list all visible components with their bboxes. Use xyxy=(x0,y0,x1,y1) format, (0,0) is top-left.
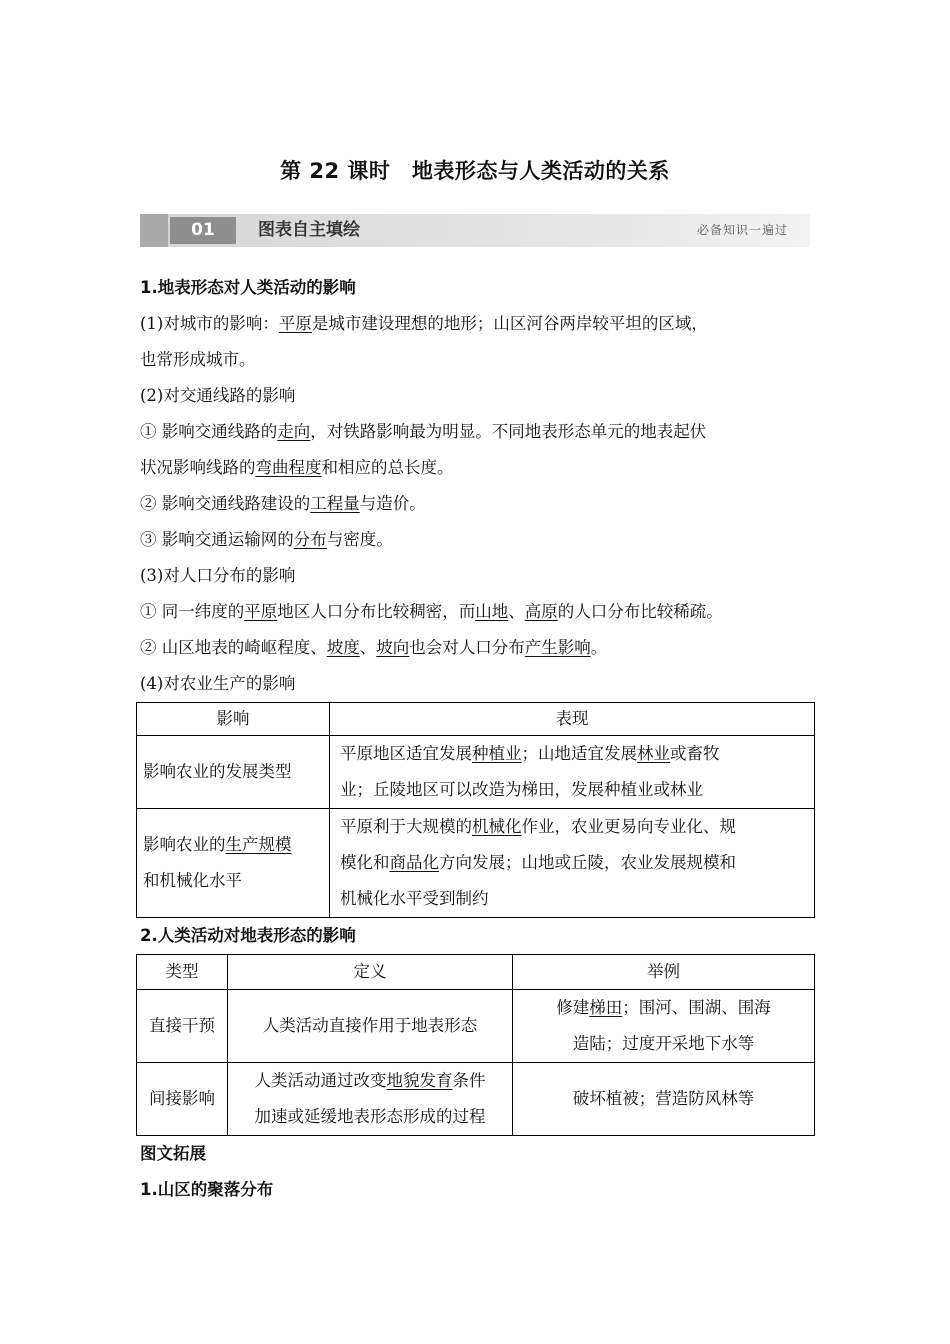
text: 的人口分布比较稀疏。 xyxy=(557,602,723,621)
answer-underline: 种植业 xyxy=(472,744,522,763)
table-cell xyxy=(330,809,815,918)
table-row xyxy=(137,990,815,1063)
text: 与密度。 xyxy=(326,530,393,549)
transport-item-3 xyxy=(140,522,812,558)
section1-heading: 1.地表形态对人类活动的影响 xyxy=(140,278,356,297)
table-cell xyxy=(330,736,815,809)
answer-underline: 走向 xyxy=(277,422,311,441)
table-header-row xyxy=(137,955,815,990)
table-cell: 直接干预 xyxy=(137,990,228,1063)
text: 修建 xyxy=(556,998,590,1017)
table-cell: 影响农业的发展类型 xyxy=(137,736,330,809)
transport-heading: (2)对交通线路的影响 xyxy=(140,386,296,405)
text: 也会对人口分布 xyxy=(409,638,525,657)
table-header: 举例 xyxy=(513,955,815,990)
text: 状况影响线路的 xyxy=(140,458,256,477)
table-cell xyxy=(228,1063,513,1136)
table-header: 表现 xyxy=(330,703,815,736)
answer-underline: 山地 xyxy=(475,602,509,621)
transport-item-2 xyxy=(140,486,812,522)
answer-underline: 机械化 xyxy=(472,817,522,836)
population-heading: (3)对人口分布的影响 xyxy=(140,566,296,585)
text: 地区人口分布比较稠密，而 xyxy=(277,602,476,621)
text: 模化和 xyxy=(340,853,390,872)
text: 、 xyxy=(508,602,525,621)
text: 人类活动通过改变 xyxy=(254,1071,387,1090)
answer-underline: 商品化 xyxy=(389,853,439,872)
text: ；山地适宜发展 xyxy=(521,744,637,763)
extension-subheading: 1.山区的聚落分布 xyxy=(140,1180,274,1199)
text: 平原利于大规模的 xyxy=(340,817,472,836)
population-item-1 xyxy=(140,594,812,630)
text: 和相应的总长度。 xyxy=(321,458,454,477)
text: 加速或延缓地表形态形成的过程 xyxy=(254,1107,486,1126)
text: 业；丘陵地区可以改造为梯田，发展种植业或林业 xyxy=(340,780,703,799)
answer-underline: 林业 xyxy=(637,744,670,763)
banner-title: 图表自主填绘 xyxy=(258,220,360,240)
population-item-2 xyxy=(140,630,812,666)
answer-underline: 弯曲程度 xyxy=(255,458,322,477)
banner-subtitle: 必备知识一遍过 xyxy=(696,223,788,237)
text: 平原地区适宜发展 xyxy=(340,744,472,763)
table-cell: 人类活动直接作用于地表形态 xyxy=(228,990,513,1063)
text: ，对铁路影响最为明显。不同地表形态单元的地表起伏 xyxy=(310,422,707,441)
text: 方向发展；山地或丘陵，农业发展规模和 xyxy=(439,853,736,872)
text: 造陆；过度开采地下水等 xyxy=(572,1034,755,1053)
human-activity-table xyxy=(136,954,815,1136)
text: 和机械化水平 xyxy=(143,871,242,890)
banner-number: 01 xyxy=(170,217,236,244)
answer-underline: 梯田 xyxy=(589,998,623,1017)
text: 、 xyxy=(359,638,377,657)
text: (1)对城市的影响： xyxy=(140,314,279,333)
answer-underline: 工程量 xyxy=(310,494,360,513)
table-header-row xyxy=(137,703,815,736)
answer-underline: 坡度 xyxy=(326,638,360,657)
page-title: 第 22 课时 地表形态与人类活动的关系 xyxy=(280,159,670,183)
table-row xyxy=(137,736,815,809)
section2-heading: 2.人类活动对地表形态的影响 xyxy=(140,926,356,945)
text: 条件 xyxy=(452,1071,486,1090)
answer-underline: 平原 xyxy=(278,314,312,333)
table-cell xyxy=(137,809,330,918)
text: ② 山区地表的崎岖程度、 xyxy=(140,638,327,657)
table-cell xyxy=(513,990,815,1063)
text: 。 xyxy=(590,638,608,657)
text: 作业，农业更易向专业化、规 xyxy=(521,817,736,836)
text: 与造价。 xyxy=(359,494,426,513)
table-header: 定义 xyxy=(228,955,513,990)
text: ① 影响交通线路的 xyxy=(140,422,278,441)
table-header: 类型 xyxy=(137,955,228,990)
text: 机械化水平受到制约 xyxy=(340,889,489,908)
table-cell: 间接影响 xyxy=(137,1063,228,1136)
agriculture-table xyxy=(136,702,815,918)
answer-underline: 产生影响 xyxy=(524,638,591,657)
table-row xyxy=(137,809,815,918)
text: 影响农业的 xyxy=(143,835,226,854)
city-paragraph xyxy=(140,306,812,342)
answer-underline: 分布 xyxy=(293,530,327,549)
table-cell: 破坏植被；营造防风林等 xyxy=(513,1063,815,1136)
answer-underline: 坡向 xyxy=(376,638,410,657)
answer-underline: 高原 xyxy=(524,602,558,621)
answer-underline: 生产规模 xyxy=(225,835,292,854)
section-banner xyxy=(140,214,810,247)
text: 是城市建设理想的地形；山区河谷两岸较平坦的区域， xyxy=(311,314,708,333)
banner-strip xyxy=(140,214,168,247)
table-header: 影响 xyxy=(137,703,330,736)
text: ；围河、围湖、围海 xyxy=(622,998,771,1017)
text: ③ 影响交通运输网的 xyxy=(140,530,294,549)
text: 或畜牧 xyxy=(670,744,720,763)
text: ② 影响交通线路建设的 xyxy=(140,494,311,513)
transport-item-1 xyxy=(140,414,812,450)
text: ① 同一纬度的 xyxy=(140,602,245,621)
agriculture-heading: (4)对农业生产的影响 xyxy=(140,674,296,693)
table-row xyxy=(137,1063,815,1136)
city-paragraph-cont: 也常形成城市。 xyxy=(140,350,256,369)
answer-underline: 地貌发育 xyxy=(386,1071,453,1090)
main-content xyxy=(140,270,812,1208)
transport-item-1-cont xyxy=(140,450,812,486)
extension-heading: 图文拓展 xyxy=(140,1144,206,1163)
answer-underline: 平原 xyxy=(244,602,278,621)
